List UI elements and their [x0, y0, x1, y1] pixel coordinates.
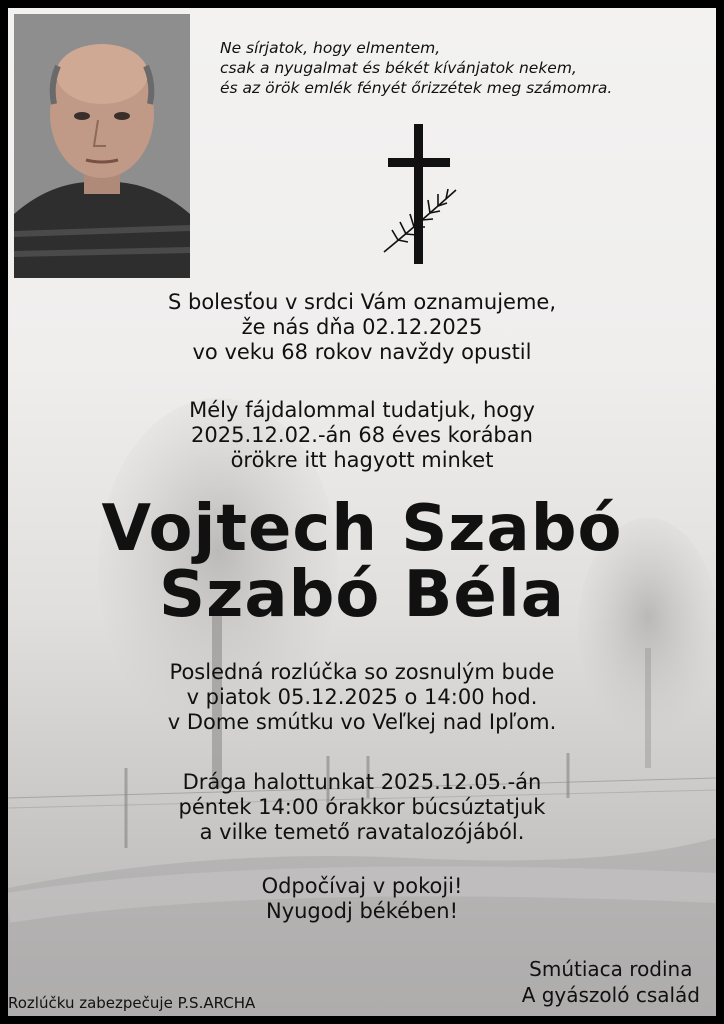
funeral-line: a vilke temető ravatalozójából.	[199, 820, 525, 844]
family-line: Smútiaca rodina	[529, 957, 693, 981]
poem-line: Ne sírjatok, hogy elmentem,	[220, 39, 441, 57]
funeral-info-hungarian	[8, 770, 716, 845]
announcement-line: vo veku 68 rokov navždy opustil	[192, 340, 532, 364]
family-line: A gyászoló család	[521, 983, 700, 1007]
poem-line: és az örök emlék fényét őrizzétek meg számomra.	[220, 79, 613, 97]
announcement-line: Mély fájdalommal tudatjuk, hogy	[189, 398, 535, 422]
funeral-line: v Dome smútku vo Veľkej nad Ipľom.	[167, 710, 557, 734]
deceased-name	[8, 492, 716, 632]
funeral-agency: Rozlúčku zabezpečuje P.S.ARCHA	[8, 994, 256, 1012]
name-hungarian: Szabó Béla	[159, 558, 565, 632]
funeral-info-slovak	[8, 660, 716, 735]
announcement-hungarian	[8, 398, 716, 473]
rest-in-peace	[8, 874, 716, 924]
funeral-line: v piatok 05.12.2025 o 14:00 hod.	[186, 685, 538, 709]
announcement-line: S bolesťou v srdci Vám oznamujeme,	[168, 290, 556, 314]
mourning-family	[522, 956, 700, 1008]
announcement-line: že nás dňa 02.12.2025	[241, 315, 483, 339]
rest-line: Odpočívaj v pokoji!	[261, 874, 463, 898]
poem	[220, 38, 700, 98]
name-slovak: Vojtech Szabó	[101, 492, 623, 566]
rest-line: Nyugodj békében!	[265, 899, 459, 923]
announcement-line: 2025.12.02.-án 68 éves korában	[191, 423, 533, 447]
funeral-line: Drága halottunkat 2025.12.05.-án	[182, 770, 542, 794]
funeral-line: péntek 14:00 órakkor búcsúztatjuk	[178, 795, 546, 819]
cross-with-palm-icon	[378, 124, 460, 264]
poem-line: csak a nyugalmat és békét kívánjatok nekem,	[220, 59, 577, 77]
obituary-card	[8, 8, 716, 1016]
portrait-photo	[14, 14, 190, 278]
announcement-slovak	[8, 290, 716, 365]
funeral-line: Posledná rozlúčka so zosnulým bude	[169, 660, 555, 684]
announcement-line: örökre itt hagyott minket	[230, 448, 494, 472]
